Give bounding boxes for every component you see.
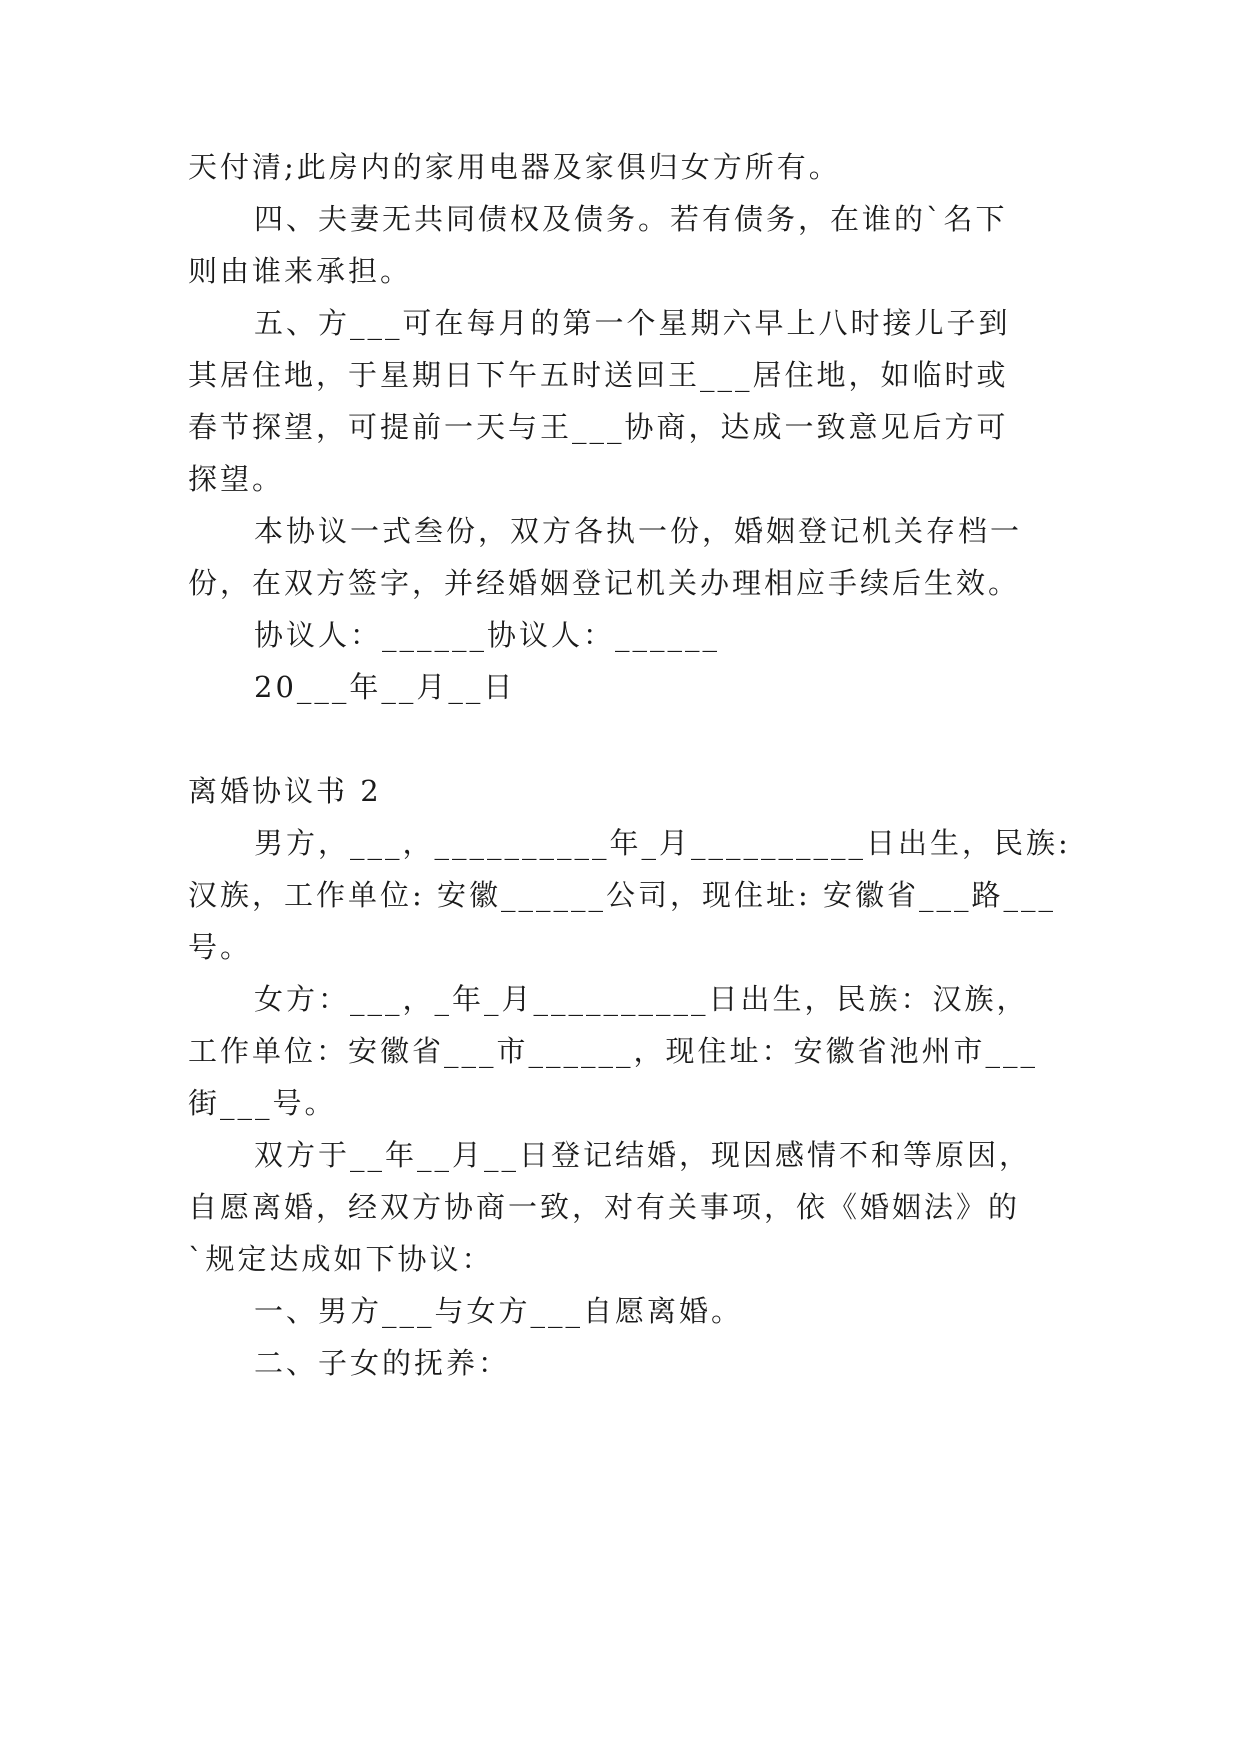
female-party-line: 女方：___，_年_月__________日出生，民族：汉族， — [254, 982, 1029, 1016]
female-party-line: 工作单位：安徽省___市______，现住址：安徽省池州市___ — [188, 1034, 1039, 1068]
male-party-line: 汉族，工作单位: 安徽______公司，现住址: 安徽省___路___ — [188, 878, 1056, 912]
signatories-line: 协议人：______协议人：______ — [254, 618, 721, 652]
clause-five-line: 探望。 — [188, 462, 285, 496]
paragraph-line: 天付清;此房内的家用电器及家俱归女方所有。 — [188, 150, 841, 184]
clause-five-line: 春节探望，可提前一天与王___协商，达成一致意见后方可 — [188, 410, 1009, 444]
clause-two-line: 二、子女的抚养： — [254, 1346, 511, 1380]
section-title: 离婚协议书 2 — [188, 774, 382, 808]
clause-one-line: 一、男方___与女方___自愿离婚。 — [254, 1294, 744, 1328]
marriage-clause-line: 自愿离婚，经双方协商一致，对有关事项，依《婚姻法》的 — [188, 1190, 1021, 1224]
copies-clause-line: 份，在双方签字，并经婚姻登记机关办理相应手续后生效。 — [188, 566, 1021, 600]
marriage-clause-line: `规定达成如下协议： — [188, 1242, 494, 1276]
clause-four-line: 则由谁来承担。 — [188, 254, 413, 288]
clause-four-line: 四、夫妻无共同债权及债务。若有债务，在谁的`名下 — [254, 202, 1008, 236]
date-line: 20___年__月__日 — [254, 670, 516, 704]
male-party-line: 号。 — [188, 930, 253, 964]
clause-five-line: 五、方___可在每月的第一个星期六早上八时接儿子到 — [254, 306, 1011, 340]
marriage-clause-line: 双方于__年__月__日登记结婚，现因感情不和等原因， — [254, 1138, 1032, 1172]
female-party-line: 街___号。 — [188, 1086, 337, 1120]
copies-clause-line: 本协议一式叁份，双方各执一份，婚姻登记机关存档一 — [254, 514, 1023, 548]
clause-five-line: 其居住地，于星期日下午五时送回王___居住地，如临时或 — [188, 358, 1009, 392]
male-party-line: 男方，___，__________年_月__________日出生，民族: — [254, 826, 1071, 860]
